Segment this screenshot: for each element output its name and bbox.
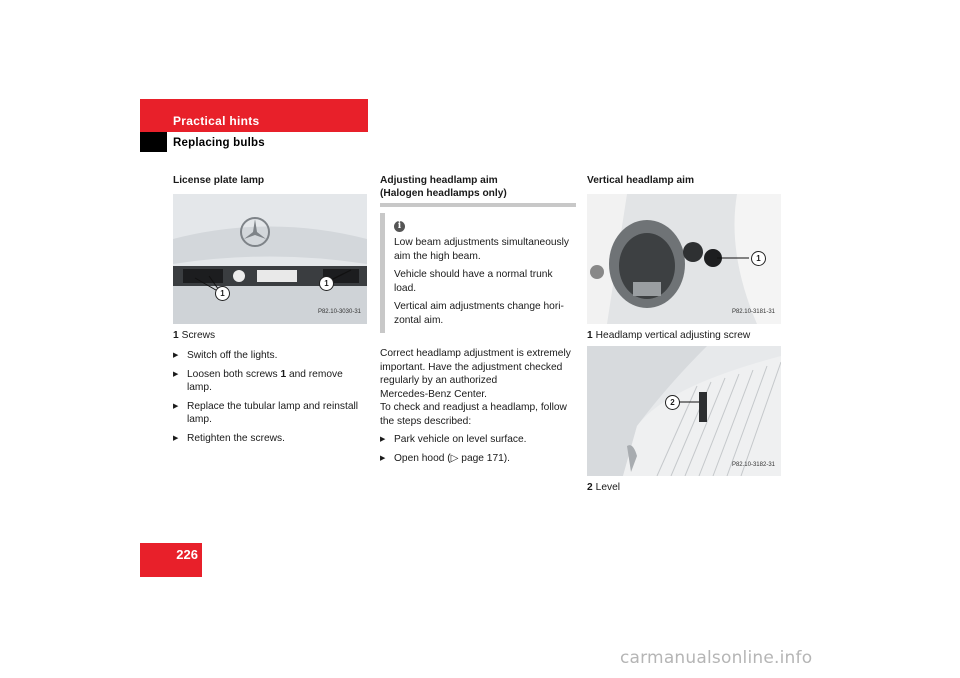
section-title: Practical hints [173,114,260,128]
info-note [380,213,576,333]
paragraph: Correct headlamp adjustment is extremely important. Have the adjustment checked regularly by an authorized [380,348,571,386]
figure-code: P82.10-3182-31 [731,461,775,468]
step-text: and remove lamp. [187,368,343,393]
paragraph: Mercedes-Benz Center. [380,388,488,400]
paragraph: To check and readjust a headlamp, follow the steps described: [380,402,567,427]
callout-1: 1 [215,286,230,301]
figure-level [587,346,781,476]
arrow-icon: ▶ [380,436,386,443]
column-headlamp-aim [380,175,576,470]
page-number: 226 [176,547,198,562]
step-item [173,368,367,395]
column-license-plate-lamp [173,175,367,450]
heading-license-plate-lamp: License plate lamp [173,175,265,186]
figure-headlamp-screw [587,194,781,324]
callout-1: 1 [319,276,334,291]
note-bar [380,213,385,333]
step-item [380,452,576,466]
step-item [173,432,367,446]
level-illustration [587,346,781,476]
step-text: Loosen both screws [187,368,281,380]
note-text: Vertical aim adjustments change hori-zontal aim. [394,301,564,326]
legend-text: Level [595,482,621,493]
legend [173,329,367,343]
step-item [173,349,367,363]
column-vertical-aim [587,175,783,495]
heading-vertical-aim: Vertical headlamp aim [587,175,695,186]
heading-line: Adjusting headlamp aim [380,175,498,186]
legend-number: 1 [173,329,179,341]
step-text: Park vehicle on level surface. [394,434,527,445]
step-text: Open hood (▷ page 171). [394,452,511,464]
step-number: 1 [280,368,287,380]
step-text: Replace the tubular lamp and reinstall lamp. [187,400,359,425]
arrow-icon: ▶ [380,454,386,462]
callout-2: 2 [665,395,680,410]
figure-code: P82.10-3030-31 [317,309,361,315]
step-item [173,400,367,427]
legend-text: Headlamp vertical adjusting screw [595,329,751,341]
heading-rule [380,203,576,207]
license-plate-illustration [173,194,367,324]
legend-text: Screws [181,329,216,341]
figure-license-plate-lamp [173,194,367,324]
subsection-title: Replacing bulbs [173,137,265,149]
step-list [380,433,576,465]
callout-1: 1 [751,251,766,266]
legend [587,481,783,495]
heading-line: (Halogen headlamps only) [380,187,507,199]
arrow-icon: ▶ [173,352,179,359]
legend-number: 1 [587,329,593,341]
note-text: Low beam adjustments simultaneously aim the high beam. [394,237,569,262]
body-text [380,347,576,428]
figure-code: P82.10-3181-31 [731,309,775,315]
info-icon: i [394,221,405,232]
note-text: Vehicle should have a normal trunk load. [394,269,553,294]
arrow-icon: ▶ [173,402,179,410]
arrow-icon: ▶ [173,434,179,442]
step-text: Retighten the screws. [187,432,285,444]
arrow-icon: ▶ [173,370,179,378]
legend-number: 2 [587,482,593,493]
watermark: carmanualsonline.info [620,648,813,668]
header-black-tab [140,132,167,152]
step-item [380,433,576,447]
step-list [173,349,367,445]
heading-headlamp-aim [380,175,576,200]
step-text: Switch off the lights. [187,350,278,361]
legend [587,329,783,343]
